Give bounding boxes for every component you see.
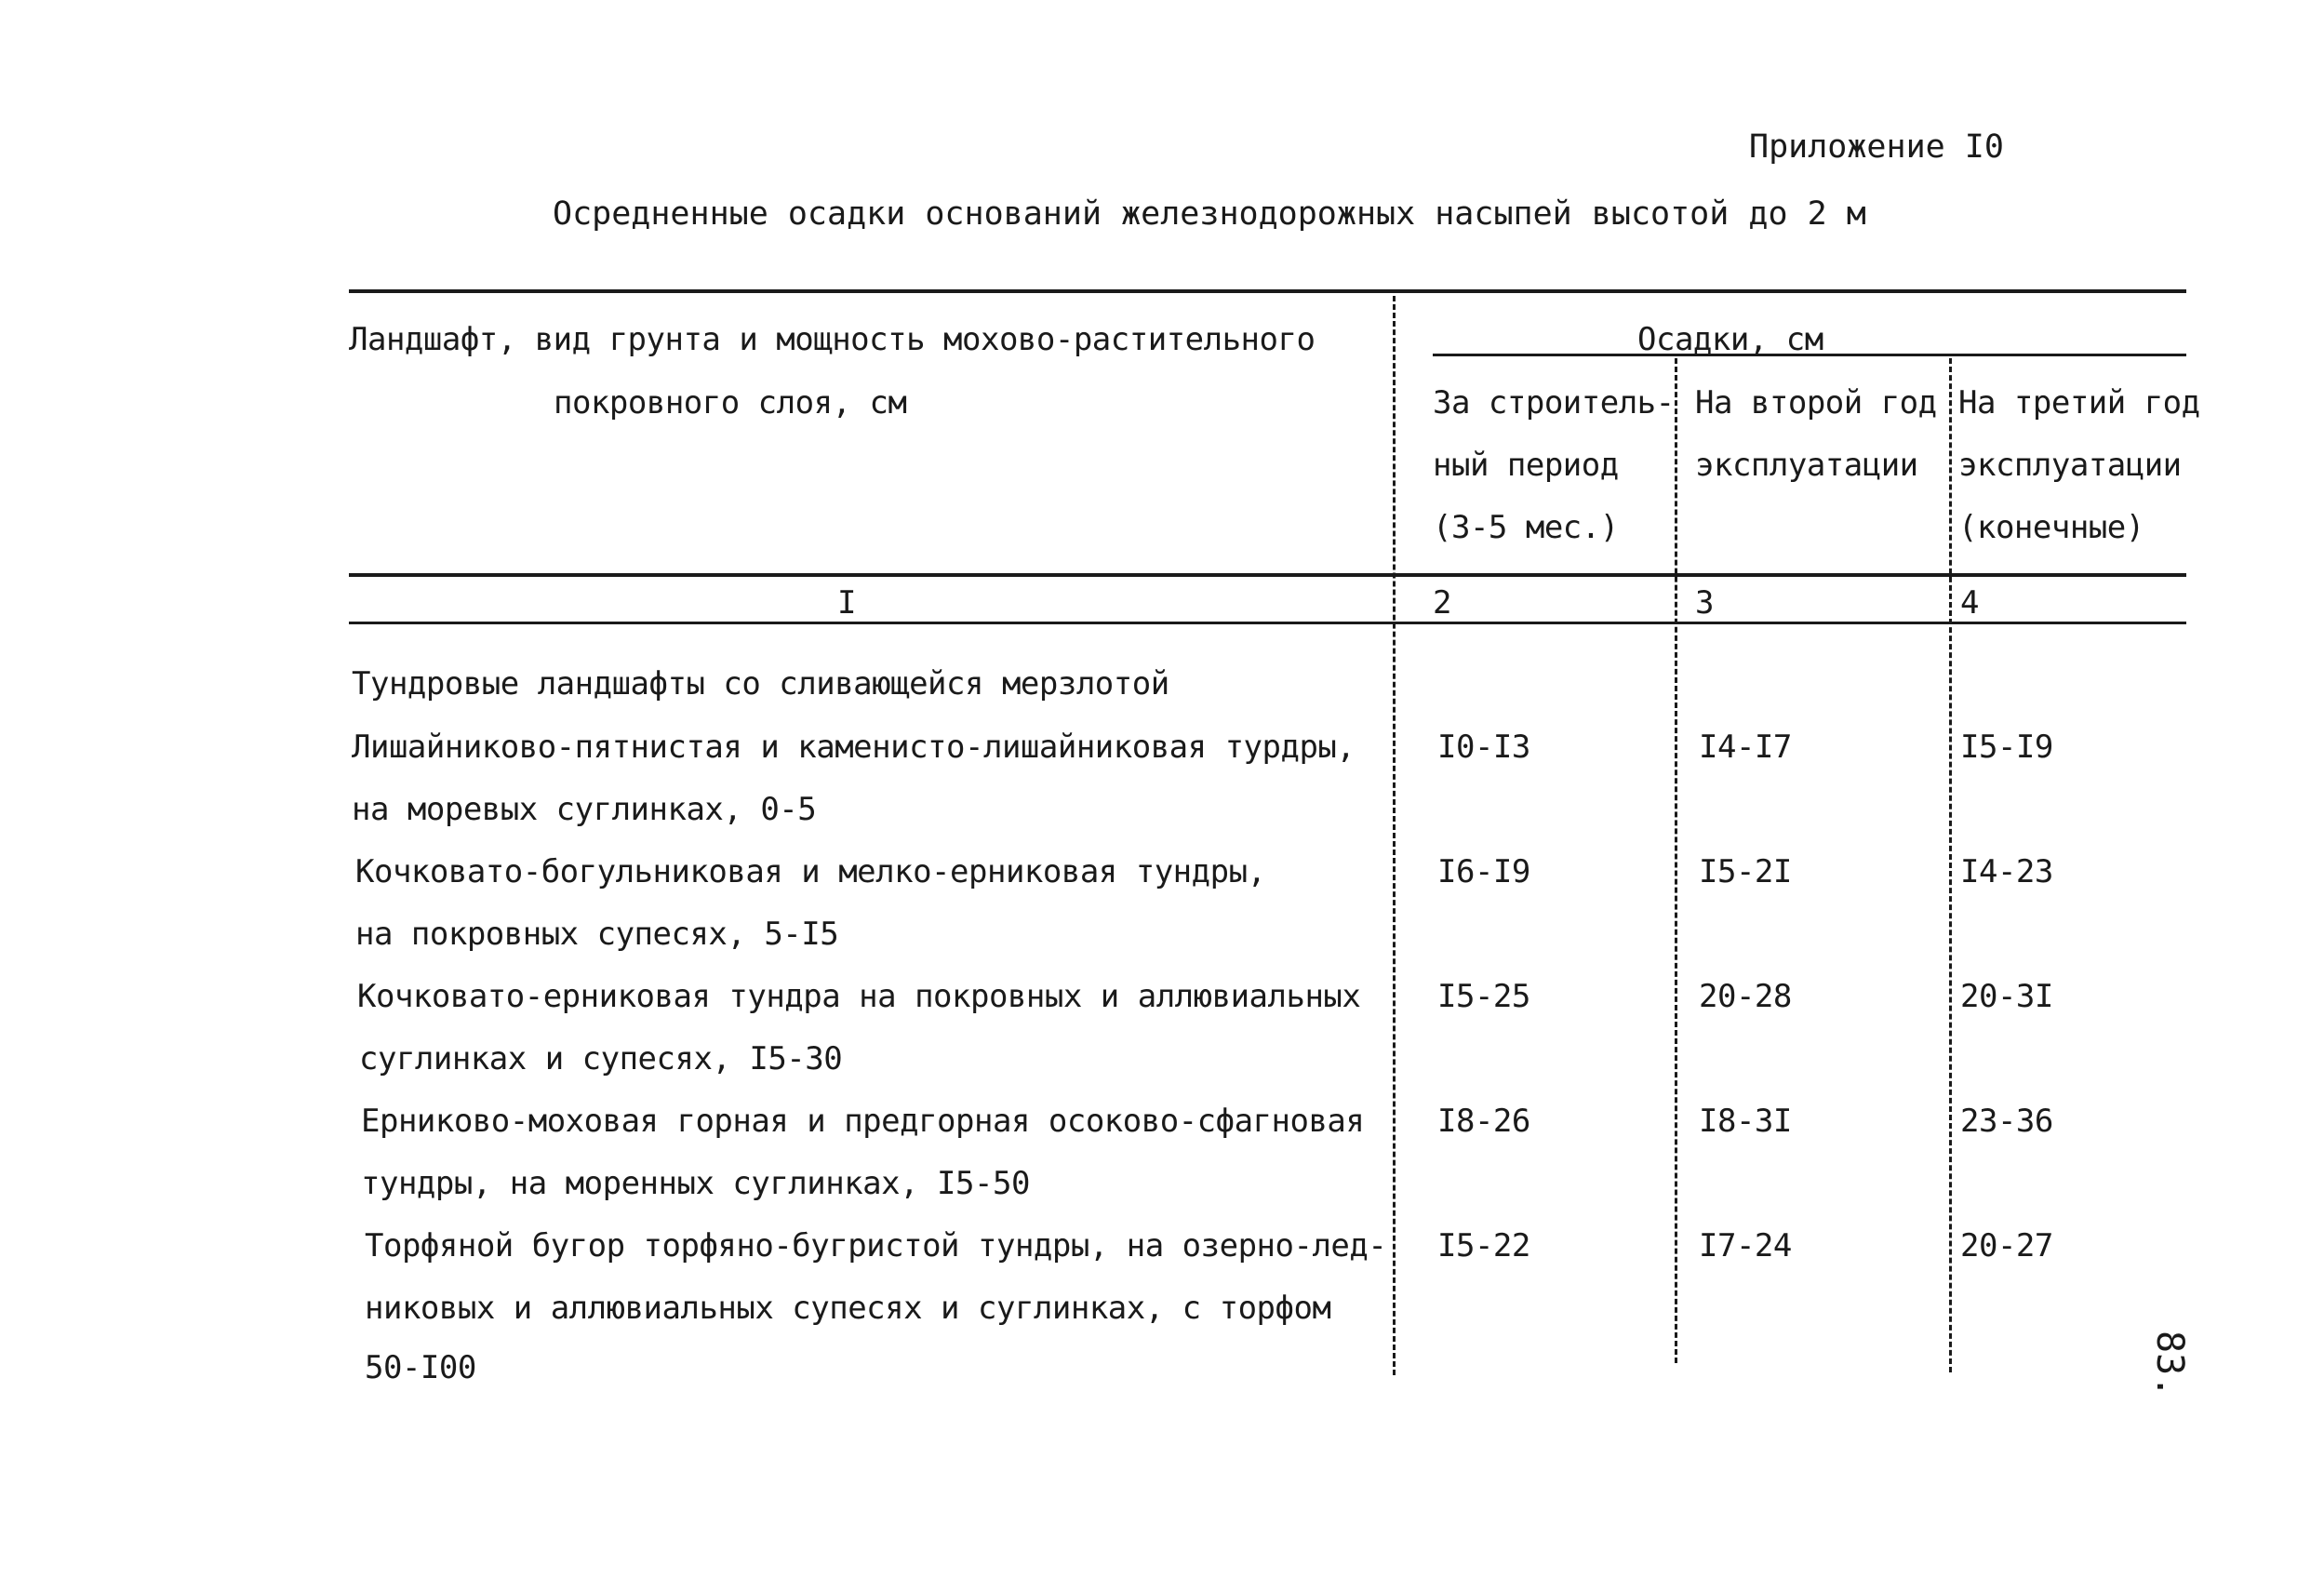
column-number-1: I <box>837 584 856 622</box>
row2-third-year-value: I4-23 <box>1960 853 2053 890</box>
row3-third-year-value: 20-3I <box>1960 978 2053 1015</box>
col3-header-line2: эксплуатации <box>1695 447 1918 484</box>
col2-header-line2: ный период <box>1433 447 1619 484</box>
col2-header-line3: (3-5 мес.) <box>1433 509 1619 546</box>
page-number: 83. <box>2148 1331 2191 1398</box>
row3-construction-value: I5-25 <box>1437 978 1530 1015</box>
col4-header-line1: На третий год <box>1958 384 2200 421</box>
col1-header-line1: Ландшафт, вид грунта и мощность мохово-растительного <box>349 321 1316 358</box>
column-number-2: 2 <box>1433 584 1451 622</box>
col3-header-line1: На второй год <box>1695 384 1937 421</box>
row3-desc-line1: Кочковато-ерниковая тундра на покровных и аллювиальных <box>357 978 1361 1015</box>
row1-desc-line2: на моревых суглинках, 0-5 <box>352 791 817 828</box>
row4-desc-line2: тундры, на моренных суглинках, I5-50 <box>361 1165 1030 1202</box>
row2-second-year-value: I5-2I <box>1699 853 1792 890</box>
column-divider-2 <box>1675 358 1677 1363</box>
row4-construction-value: I8-26 <box>1437 1103 1530 1140</box>
row5-second-year-value: I7-24 <box>1699 1227 1792 1264</box>
row4-third-year-value: 23-36 <box>1960 1103 2053 1140</box>
row2-construction-value: I6-I9 <box>1437 853 1530 890</box>
col4-header-line2: эксплуатации <box>1958 447 2182 484</box>
row4-second-year-value: I8-3I <box>1699 1103 1792 1140</box>
numbers-bottom-rule <box>349 622 2186 624</box>
row3-second-year-value: 20-28 <box>1699 978 1792 1015</box>
row3-desc-line2: суглинках и супесях, I5-30 <box>359 1040 843 1077</box>
row5-desc-line1: Торфяной бугор торфяно-бугристой тундры, на озерно-лед- <box>365 1227 1387 1264</box>
row5-construction-value: I5-22 <box>1437 1227 1530 1264</box>
row2-desc-line1: Кочковато-богульниковая и мелко-ерниковая тундры, <box>355 853 1266 890</box>
row5-third-year-value: 20-27 <box>1960 1227 2053 1264</box>
row4-desc-line1: Ерниково-моховая горная и предгорная осоково-сфагновая <box>361 1103 1365 1140</box>
section-heading: Тундровые ландшафты со сливающейся мерзлотой <box>352 665 1169 702</box>
column-divider-3 <box>1949 358 1952 1372</box>
row1-third-year-value: I5-I9 <box>1960 729 2053 766</box>
appendix-label: Приложение I0 <box>1749 128 2004 166</box>
column-divider-1 <box>1393 296 1396 1375</box>
column-number-4: 4 <box>1960 584 1979 622</box>
col1-header-line2: покровного слоя, см <box>554 384 907 421</box>
row2-desc-line2: на покровных супесях, 5-I5 <box>355 916 839 953</box>
settlement-group-header: Осадки, см <box>1637 321 1823 358</box>
page-title: Осредненные осадки оснований железнодорожных насыпей высотой до 2 м <box>553 195 1866 233</box>
header-bottom-rule <box>349 573 2186 577</box>
col4-header-line3: (конечные) <box>1958 509 2144 546</box>
row1-desc-line1: Лишайниково-пятнистая и каменисто-лишайниковая турдры, <box>352 729 1356 766</box>
row5-desc-line3: 50-I00 <box>365 1349 476 1386</box>
row1-second-year-value: I4-I7 <box>1699 729 1792 766</box>
col2-header-line1: За строитель- <box>1433 384 1675 421</box>
column-number-3: 3 <box>1695 584 1714 622</box>
row5-desc-line2: никовых и аллювиальных супесях и суглинках, с торфом <box>365 1290 1331 1327</box>
table-top-rule <box>349 289 2186 293</box>
row1-construction-value: I0-I3 <box>1437 729 1530 766</box>
